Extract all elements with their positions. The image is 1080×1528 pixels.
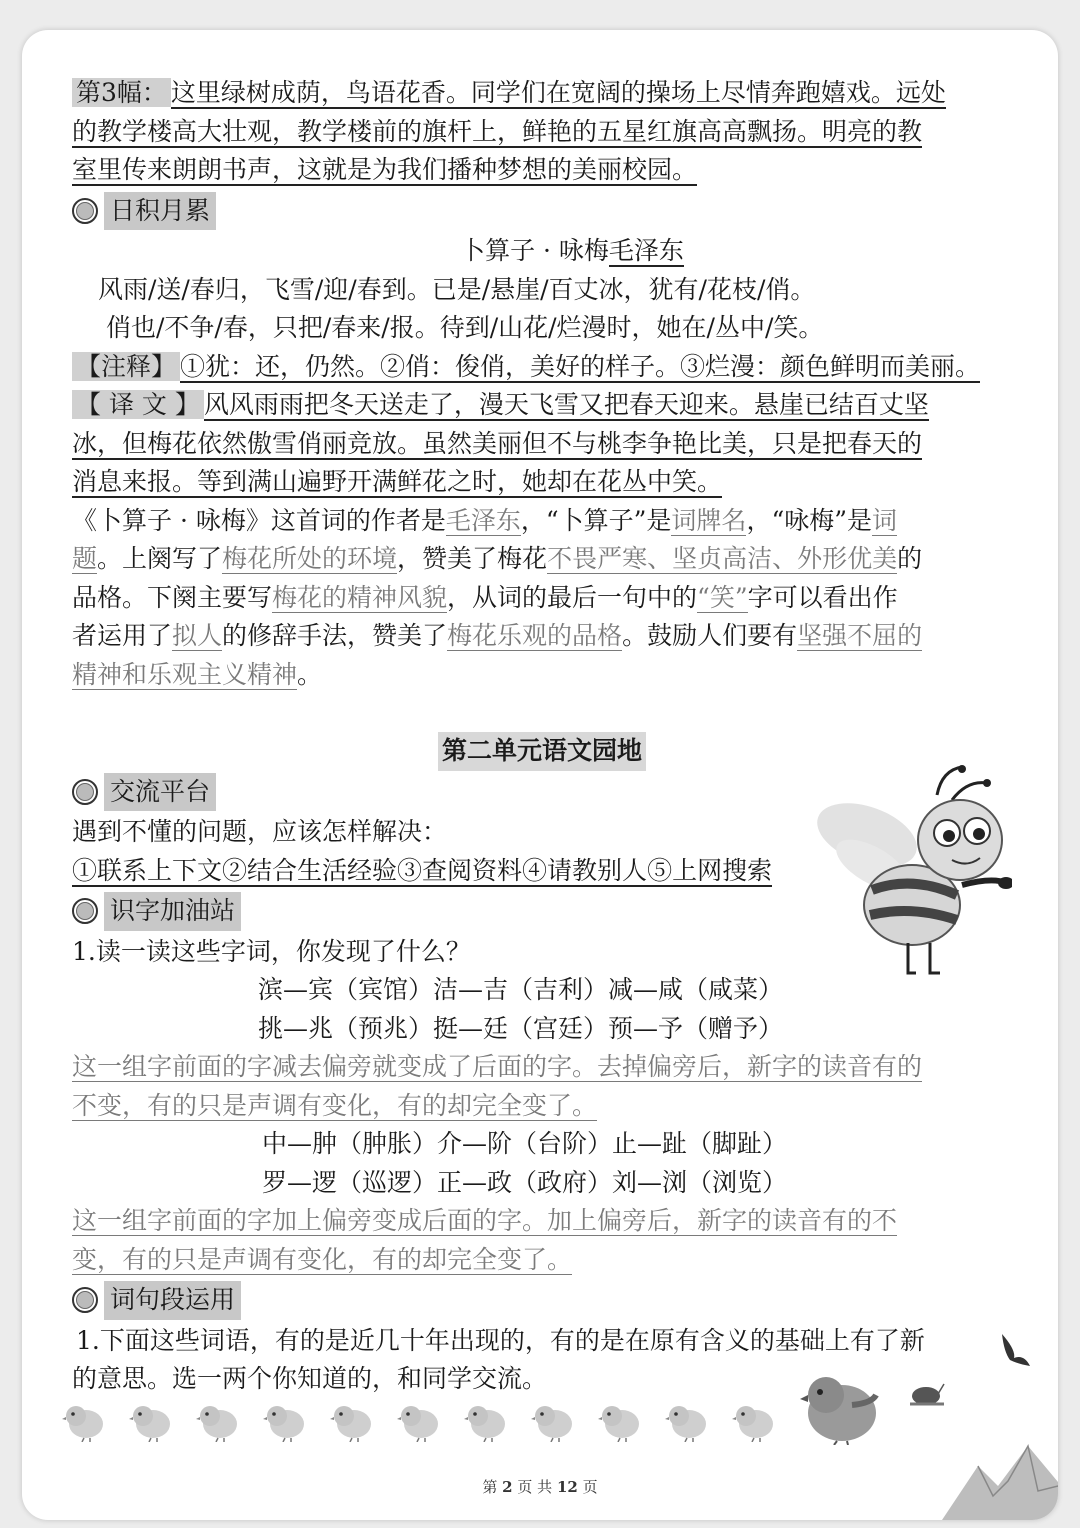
poem-line2 [72, 309, 1012, 348]
shizi-row2 [72, 1010, 1012, 1049]
answer-text: 这一组字前面的字加上偏旁变成后面的字。加上偏旁后，新字的读音有的不 [72, 1206, 898, 1235]
method-item: ④请教别人 [522, 855, 648, 885]
chick-icon [196, 1402, 240, 1442]
swallow-icon [998, 1330, 1032, 1374]
spacer [72, 694, 1012, 732]
note-label: 【注释】 [72, 352, 180, 381]
answer-text: 不变，有的只是声调有变化，有的却完全变了。 [72, 1090, 598, 1120]
unit-title: 第二单元语文园地 [438, 732, 646, 771]
para1-text-3: 室里传来朗朗书声，这就是为我们播种梦想的美丽校园。 [72, 155, 698, 184]
chick-icon [397, 1402, 441, 1442]
chick-icon [62, 1402, 106, 1442]
analysis-line4 [72, 617, 1012, 656]
analysis-text: 的修辞手法，赞美了 [222, 621, 448, 650]
answer-blank: 精神和乐观主义精神 [72, 659, 298, 689]
poem-author: 毛泽东 [608, 236, 684, 265]
method-item: ⑤上网搜索 [647, 855, 773, 885]
analysis-line1 [72, 502, 1012, 541]
note-text: ①犹：还，仍然。②俏：俊俏，美好的样子。③烂漫：颜色鲜明而美丽。 [180, 351, 981, 381]
analysis-text: 品格。下阕主要写 [72, 582, 273, 612]
analysis-text: 者运用了 [72, 621, 173, 650]
ciju-line1 [72, 1322, 1012, 1361]
chick-icon [598, 1402, 642, 1442]
analysis-text: ，“咏梅”是 [746, 505, 872, 535]
chick-icon [464, 1402, 508, 1442]
char-row: 中—肿（肿胀）介—阶（台阶）止—趾（脚趾） [262, 1129, 788, 1158]
para1-line1 [72, 74, 1012, 113]
bird-icon [792, 1365, 882, 1449]
answer-blank: 坚强不屈的 [797, 621, 923, 650]
section-title: 交流平台 [104, 773, 216, 812]
para1-line2 [72, 113, 1012, 152]
ciju-text: 的意思。选一两个你知道的，和同学交流。 [72, 1364, 548, 1393]
note-line [72, 348, 1012, 387]
answer-blank: 梅花的精神风貌 [272, 582, 448, 612]
answer-blank: 词牌名 [671, 505, 747, 535]
chick-icon [263, 1402, 307, 1442]
answer-blank: 不畏严寒、坚贞高洁、外形优美 [547, 544, 898, 573]
circle-bullet-icon [72, 898, 98, 924]
analysis-line3 [72, 579, 1012, 618]
chick-icon [665, 1402, 709, 1442]
answer-blank: 梅花所处的环境 [222, 544, 398, 573]
shizi-row3 [72, 1125, 1012, 1164]
analysis-text: 《卜算子 · 咏梅》这首词的作者是 [72, 505, 446, 535]
shizi-ans2-l2 [72, 1241, 1012, 1280]
analysis-text: 。上阕写了 [97, 544, 223, 573]
poem-title-line [72, 232, 1012, 271]
total-pages: 12 [556, 1478, 578, 1496]
shizi-ans2-l1 [72, 1202, 1012, 1241]
bee-icon [812, 765, 1012, 989]
chick-icon [129, 1402, 173, 1442]
trans-text-3: 消息来报。等到满山遍野开满鲜花之时，她却在花丛中笑。 [72, 467, 723, 496]
para1-text-1: 这里绿树成荫，鸟语花香。同学们在宽阔的操场上尽情奔跑嬉戏。远处 [170, 78, 946, 107]
snail-icon [908, 1382, 948, 1410]
method-item: ②结合生活经验 [222, 855, 398, 885]
analysis-text: ，“卜算子”是 [520, 505, 672, 535]
circle-bullet-icon [72, 1287, 98, 1313]
trans-text-1: 风风雨雨把冬天送走了，漫天飞雪又把春天迎来。悬崖已结百丈坚 [203, 390, 929, 419]
char-row: 挑—兆（预兆）挺—廷（宫廷）预—予（赠予） [258, 1013, 784, 1043]
analysis-text: 。鼓励人们要有 [622, 621, 798, 650]
poem-text-2: 俏也/不争/春，只把/春来/报。待到/山花/烂漫时，她在/丛中/笑。 [106, 313, 824, 342]
footer-text: 页 共 [517, 1478, 553, 1496]
page-number: 2 [502, 1478, 513, 1496]
ciju-text: 1.下面这些词语，有的是近几十年出现的，有的是在原有含义的基础上有了新 [76, 1325, 925, 1355]
section-title: 识字加油站 [104, 892, 241, 931]
answer-text: 变，有的只是声调有变化，有的却完全变了。 [72, 1244, 573, 1274]
para1-text-2: 的教学楼高大壮观，教学楼前的旗杆上，鲜艳的五星红旗高高飘扬。明亮的教 [72, 116, 923, 146]
footer-text: 页 [582, 1478, 598, 1496]
trans-line1 [72, 386, 1012, 425]
section-title: 日积月累 [104, 192, 216, 231]
char-row: 滨—宾（宾馆）洁—吉（吉利）减—咸（咸菜） [258, 975, 784, 1004]
chick-icon [531, 1402, 575, 1442]
analysis-text: 的 [897, 544, 923, 573]
answer-blank: 词 [872, 505, 898, 535]
section-title: 词句段运用 [104, 1281, 241, 1320]
analysis-text: 。 [297, 659, 323, 689]
section-riji [72, 192, 1012, 231]
analysis-text: ，赞美了梅花 [397, 544, 548, 573]
analysis-text: ，从词的最后一句中的 [447, 582, 698, 612]
method-item: ③查阅资料 [397, 855, 523, 885]
circle-bullet-icon [72, 779, 98, 805]
shizi-ans1-l1 [72, 1048, 1012, 1087]
footer-text: 第 [482, 1478, 498, 1496]
answer-text: 这一组字前面的字减去偏旁就变成了后面的字。去掉偏旁后，新字的读音有的 [72, 1052, 923, 1081]
trans-line2 [72, 425, 1012, 464]
poem-line1 [72, 271, 1012, 310]
para1-label: 第3幅： [72, 78, 171, 107]
char-row: 罗—逻（巡逻）正—政（政府）刘—浏（浏览） [262, 1167, 788, 1197]
poem-text-1: 风雨/送/春归，飞雪/迎/春到。已是/悬崖/百丈冰，犹有/花枝/俏。 [98, 274, 816, 304]
shizi-ans1-l2 [72, 1087, 1012, 1126]
method-item: ①联系上下文 [72, 855, 223, 885]
answer-blank: 梅花乐观的品格 [447, 621, 623, 650]
content [72, 74, 1012, 1399]
page-footer [22, 1476, 1058, 1497]
question-text: 1.读一读这些字词，你发现了什么？ [72, 936, 471, 966]
analysis-text: 字可以看出作 [747, 582, 898, 612]
circle-bullet-icon [72, 198, 98, 224]
answer-blank: 题 [72, 544, 98, 573]
chick-icon [732, 1402, 776, 1442]
document-page [22, 30, 1058, 1520]
trans-label: 【 译 文 】 [72, 390, 204, 419]
analysis-line5 [72, 656, 1012, 695]
question-text: 遇到不懂的问题，应该怎样解决： [72, 817, 448, 846]
para1-line3 [72, 151, 1012, 190]
answer-blank: 拟人 [172, 621, 223, 650]
shizi-row4 [72, 1164, 1012, 1203]
section-ciju [72, 1281, 1012, 1320]
trans-text-2: 冰，但梅花依然傲雪俏丽竞放。虽然美丽但不与桃李争艳比美，只是把春天的 [72, 428, 923, 458]
chicks-row [62, 1402, 776, 1442]
answer-blank: 毛泽东 [445, 505, 521, 535]
analysis-line2 [72, 540, 1012, 579]
poem-title: 卜算子 · 咏梅 [460, 236, 609, 265]
trans-line3 [72, 463, 1012, 502]
chick-icon [330, 1402, 374, 1442]
answer-blank: “笑” [697, 582, 748, 612]
